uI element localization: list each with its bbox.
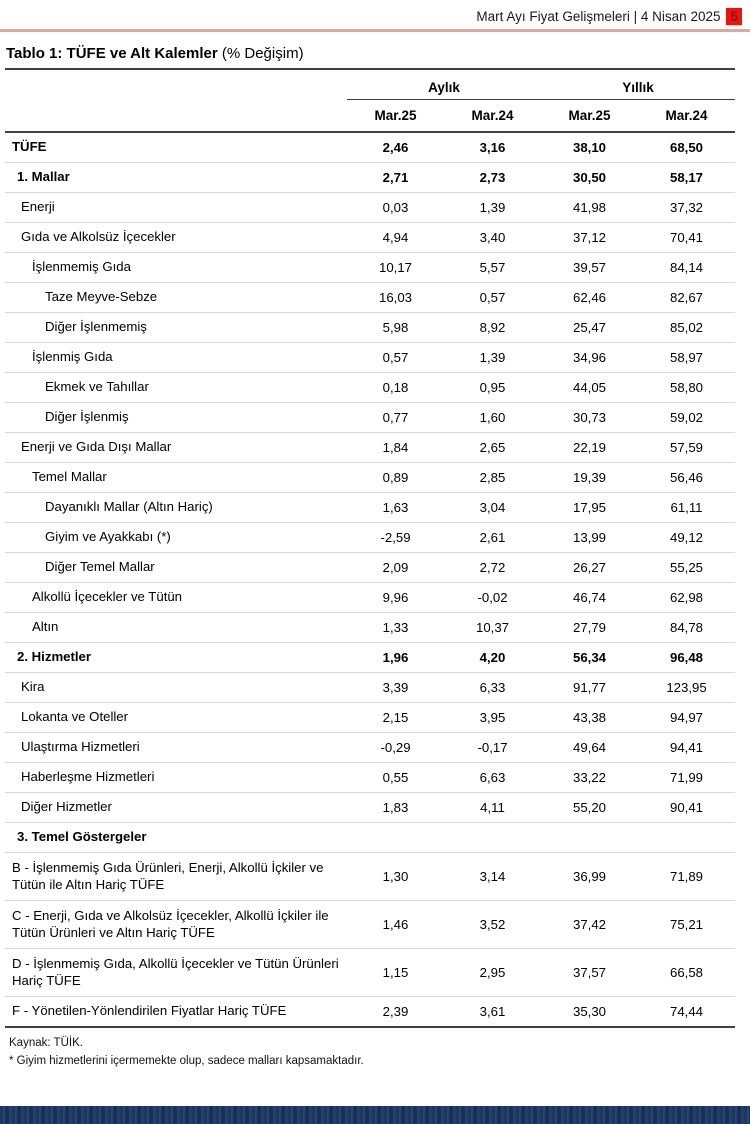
table-row [5, 493, 735, 523]
group-header-yillik: Yıllık [622, 80, 654, 95]
cell-value: 22,19 [572, 440, 606, 455]
cell-value: 66,58 [669, 965, 703, 980]
row-label: Diğer Temel Mallar [45, 559, 155, 575]
cell-value: 3,14 [479, 869, 506, 884]
cell-value: 55,25 [669, 560, 703, 575]
cell-value: 8,92 [479, 320, 506, 335]
row-label: Altın [32, 619, 59, 635]
row-label: 2. Hizmetler [17, 649, 92, 665]
table-title [5, 45, 735, 70]
cell-value: 2,46 [382, 140, 409, 155]
cell-value: 10,17 [378, 260, 412, 275]
table-row [5, 253, 735, 283]
cell-value: 94,97 [669, 710, 703, 725]
row-label: İşlenmiş Gıda [32, 349, 113, 365]
cell-value: 33,22 [572, 770, 606, 785]
cell-value: 62,46 [572, 290, 606, 305]
row-label: D - İşlenmemiş Gıda, Alkollü İçecekler ve Tütün Ürünleri Hariç TÜFE [12, 956, 339, 988]
table-row [5, 901, 735, 949]
table-row [5, 553, 735, 583]
cell-value: -0,17 [477, 740, 508, 755]
cell-value: 43,38 [572, 710, 606, 725]
cell-value: 1,84 [382, 440, 409, 455]
cell-value: 3,16 [479, 140, 506, 155]
table-row [5, 733, 735, 763]
cell-value: 0,57 [479, 290, 506, 305]
table-row [5, 433, 735, 463]
cell-value: 44,05 [572, 380, 606, 395]
row-label: Giyim ve Ayakkabı (*) [45, 529, 171, 545]
cell-value: 37,32 [669, 200, 703, 215]
cell-value: 19,39 [572, 470, 606, 485]
column-header: Mar.24 [471, 108, 514, 123]
cell-value: 96,48 [669, 650, 703, 665]
table-row [5, 343, 735, 373]
table-section [0, 45, 750, 1071]
cell-value: 0,77 [382, 410, 409, 425]
table-row [5, 949, 735, 997]
cell-value: 2,61 [479, 530, 506, 545]
table-row [5, 403, 735, 433]
cell-value: 71,99 [669, 770, 703, 785]
cell-value: 35,30 [572, 1004, 606, 1019]
cell-value: 0,18 [382, 380, 409, 395]
cell-value: 84,78 [669, 620, 703, 635]
cell-value: 58,80 [669, 380, 703, 395]
row-label: Lokanta ve Oteller [21, 709, 129, 725]
cell-value: 75,21 [669, 917, 703, 932]
cell-value: 9,96 [382, 590, 409, 605]
cell-value: 6,33 [479, 680, 506, 695]
table-row [5, 193, 735, 223]
cell-value: 49,12 [669, 530, 703, 545]
row-label: Diğer İşlenmiş [45, 409, 129, 425]
cell-value: 56,46 [669, 470, 703, 485]
cell-value: 3,52 [479, 917, 506, 932]
table-body [5, 133, 735, 1028]
cell-value: 91,77 [572, 680, 606, 695]
cell-value: 2,71 [382, 170, 409, 185]
table-row [5, 313, 735, 343]
table-row [5, 643, 735, 673]
cell-value: 38,10 [572, 140, 606, 155]
source-note: Kaynak: TÜİK. [9, 1037, 83, 1049]
table-row [5, 463, 735, 493]
row-label: Kira [21, 679, 45, 695]
row-label: Ekmek ve Tahıllar [45, 379, 149, 395]
cell-value: 39,57 [572, 260, 606, 275]
column-groups [347, 80, 735, 100]
row-label: Diğer Hizmetler [21, 799, 112, 815]
table-row [5, 373, 735, 403]
cell-value: 41,98 [572, 200, 606, 215]
row-label: Gıda ve Alkolsüz İçecekler [21, 229, 176, 245]
table-row [5, 223, 735, 253]
row-label: 1. Mallar [17, 169, 70, 185]
cell-value: 1,63 [382, 500, 409, 515]
column-header: Mar.25 [374, 108, 417, 123]
cell-value: 2,39 [382, 1004, 409, 1019]
cell-value: 30,73 [572, 410, 606, 425]
row-label: F - Yönetilen-Yönlendirilen Fiyatlar Hariç TÜFE [12, 1003, 287, 1019]
cell-value: 90,41 [669, 800, 703, 815]
group-header-spacer [5, 80, 347, 100]
cell-value: 0,03 [382, 200, 409, 215]
cell-value: 2,95 [479, 965, 506, 980]
table-row [5, 703, 735, 733]
cell-value: 82,67 [669, 290, 703, 305]
cell-value: 57,59 [669, 440, 703, 455]
cell-value: 0,89 [382, 470, 409, 485]
cell-value: 37,12 [572, 230, 606, 245]
cell-value: 59,02 [669, 410, 703, 425]
cell-value: 1,30 [382, 869, 409, 884]
cell-value: 58,97 [669, 350, 703, 365]
cell-value: 3,61 [479, 1004, 506, 1019]
group-header-aylik: Aylık [428, 80, 460, 95]
row-label: C - Enerji, Gıda ve Alkolsüz İçecekler, Alkollü İçkiler ile Tütün Ürünleri ve Altın Hariç TÜFE [12, 908, 329, 940]
cell-value: 1,83 [382, 800, 409, 815]
page-number-badge: 5 [726, 8, 742, 25]
table-row [5, 283, 735, 313]
cell-value: 94,41 [669, 740, 703, 755]
row-label: TÜFE [12, 139, 47, 155]
cell-value: 62,98 [669, 590, 703, 605]
cell-value: -0,02 [477, 590, 508, 605]
table-row [5, 763, 735, 793]
row-label: Taze Meyve-Sebze [45, 289, 158, 305]
table-row [5, 583, 735, 613]
row-label: Enerji [21, 199, 55, 215]
cell-value: 4,11 [480, 800, 505, 815]
cell-value: 71,89 [669, 869, 703, 884]
cell-value: 10,37 [475, 620, 509, 635]
row-label: B - İşlenmemiş Gıda Ürünleri, Enerji, Alkollü İçkiler ve Tütün ile Altın Hariç TÜFE [12, 860, 324, 892]
cell-value: 26,27 [572, 560, 606, 575]
header-title: Mart Ayı Fiyat Gelişmeleri | 4 Nisan 2025 [476, 9, 721, 24]
table-row [5, 133, 735, 163]
header-rule [0, 29, 750, 32]
cell-value: 0,95 [479, 380, 506, 395]
cell-value: 2,65 [479, 440, 506, 455]
cell-value: 3,04 [479, 500, 506, 515]
cell-value: 85,02 [669, 320, 703, 335]
cell-value: 2,85 [479, 470, 506, 485]
table-row [5, 673, 735, 703]
column-header-row [5, 100, 735, 133]
cell-value: 1,39 [479, 350, 506, 365]
cell-value: 37,42 [572, 917, 606, 932]
cell-value: 34,96 [572, 350, 606, 365]
cell-value: 5,98 [382, 320, 409, 335]
cell-value: 30,50 [572, 170, 606, 185]
column-header: Mar.24 [665, 108, 708, 123]
column-group-header-row [5, 80, 735, 100]
cell-value: 6,63 [479, 770, 506, 785]
cell-value: 68,50 [669, 140, 703, 155]
table-title-main: Tablo 1: TÜFE ve Alt Kalemler [6, 45, 218, 62]
table-row [5, 163, 735, 193]
cell-value: 5,57 [479, 260, 506, 275]
cell-value: 2,73 [479, 170, 506, 185]
page-header [0, 0, 750, 25]
cell-value: 58,17 [669, 170, 703, 185]
cell-value: 84,14 [669, 260, 703, 275]
cell-value: 0,57 [382, 350, 409, 365]
cell-value: 1,60 [479, 410, 506, 425]
row-label: Diğer İşlenmemiş [45, 319, 147, 335]
cell-value: 4,20 [479, 650, 506, 665]
cell-value: 1,15 [382, 965, 409, 980]
cell-value: 61,11 [670, 500, 703, 515]
cell-value: 0,55 [382, 770, 409, 785]
cell-value: 123,95 [666, 680, 707, 695]
cell-value: 37,57 [572, 965, 606, 980]
footer-decoration-bar [0, 1106, 750, 1124]
cell-value: 17,95 [572, 500, 606, 515]
cell-value: 2,72 [479, 560, 506, 575]
cell-value: 4,94 [382, 230, 409, 245]
cell-value: -0,29 [380, 740, 411, 755]
row-label: Ulaştırma Hizmetleri [21, 739, 140, 755]
cell-value: 3,40 [479, 230, 506, 245]
cell-value: 55,20 [572, 800, 606, 815]
cell-value: 74,44 [669, 1004, 703, 1019]
row-label: Haberleşme Hizmetleri [21, 769, 155, 785]
row-label: Temel Mallar [32, 469, 107, 485]
table-row [5, 613, 735, 643]
cell-value: -2,59 [380, 530, 411, 545]
cell-value: 1,33 [382, 620, 409, 635]
table-row [5, 523, 735, 553]
row-label: Dayanıklı Mallar (Altın Hariç) [45, 499, 213, 515]
cell-value: 3,39 [382, 680, 409, 695]
cell-value: 13,99 [572, 530, 606, 545]
table-row [5, 793, 735, 823]
cell-value: 49,64 [572, 740, 606, 755]
cell-value: 56,34 [572, 650, 606, 665]
cell-value: 70,41 [669, 230, 703, 245]
cell-value: 2,15 [382, 710, 409, 725]
table-row [5, 997, 735, 1028]
asterisk-note: * Giyim hizmetlerini içermemekte olup, sadece malları kapsamaktadır. [9, 1054, 364, 1067]
cell-value: 1,96 [382, 650, 409, 665]
cell-value: 25,47 [572, 320, 606, 335]
row-label: 3. Temel Göstergeler [17, 829, 147, 845]
cell-value: 36,99 [572, 869, 606, 884]
table-title-suffix: (% Değişim) [217, 45, 304, 62]
cell-value: 1,46 [382, 917, 409, 932]
cell-value: 2,09 [382, 560, 409, 575]
table-row [5, 823, 735, 853]
footnotes [5, 1035, 735, 1071]
cell-value: 1,39 [479, 200, 506, 215]
row-label: İşlenmemiş Gıda [32, 259, 131, 275]
cell-value: 46,74 [572, 590, 606, 605]
cell-value: 27,79 [572, 620, 606, 635]
cell-value: 16,03 [378, 290, 412, 305]
column-header: Mar.25 [568, 108, 611, 123]
cell-value: 3,95 [479, 710, 506, 725]
row-label: Alkollü İçecekler ve Tütün [32, 589, 183, 605]
row-label: Enerji ve Gıda Dışı Mallar [21, 439, 172, 455]
table-row [5, 853, 735, 901]
